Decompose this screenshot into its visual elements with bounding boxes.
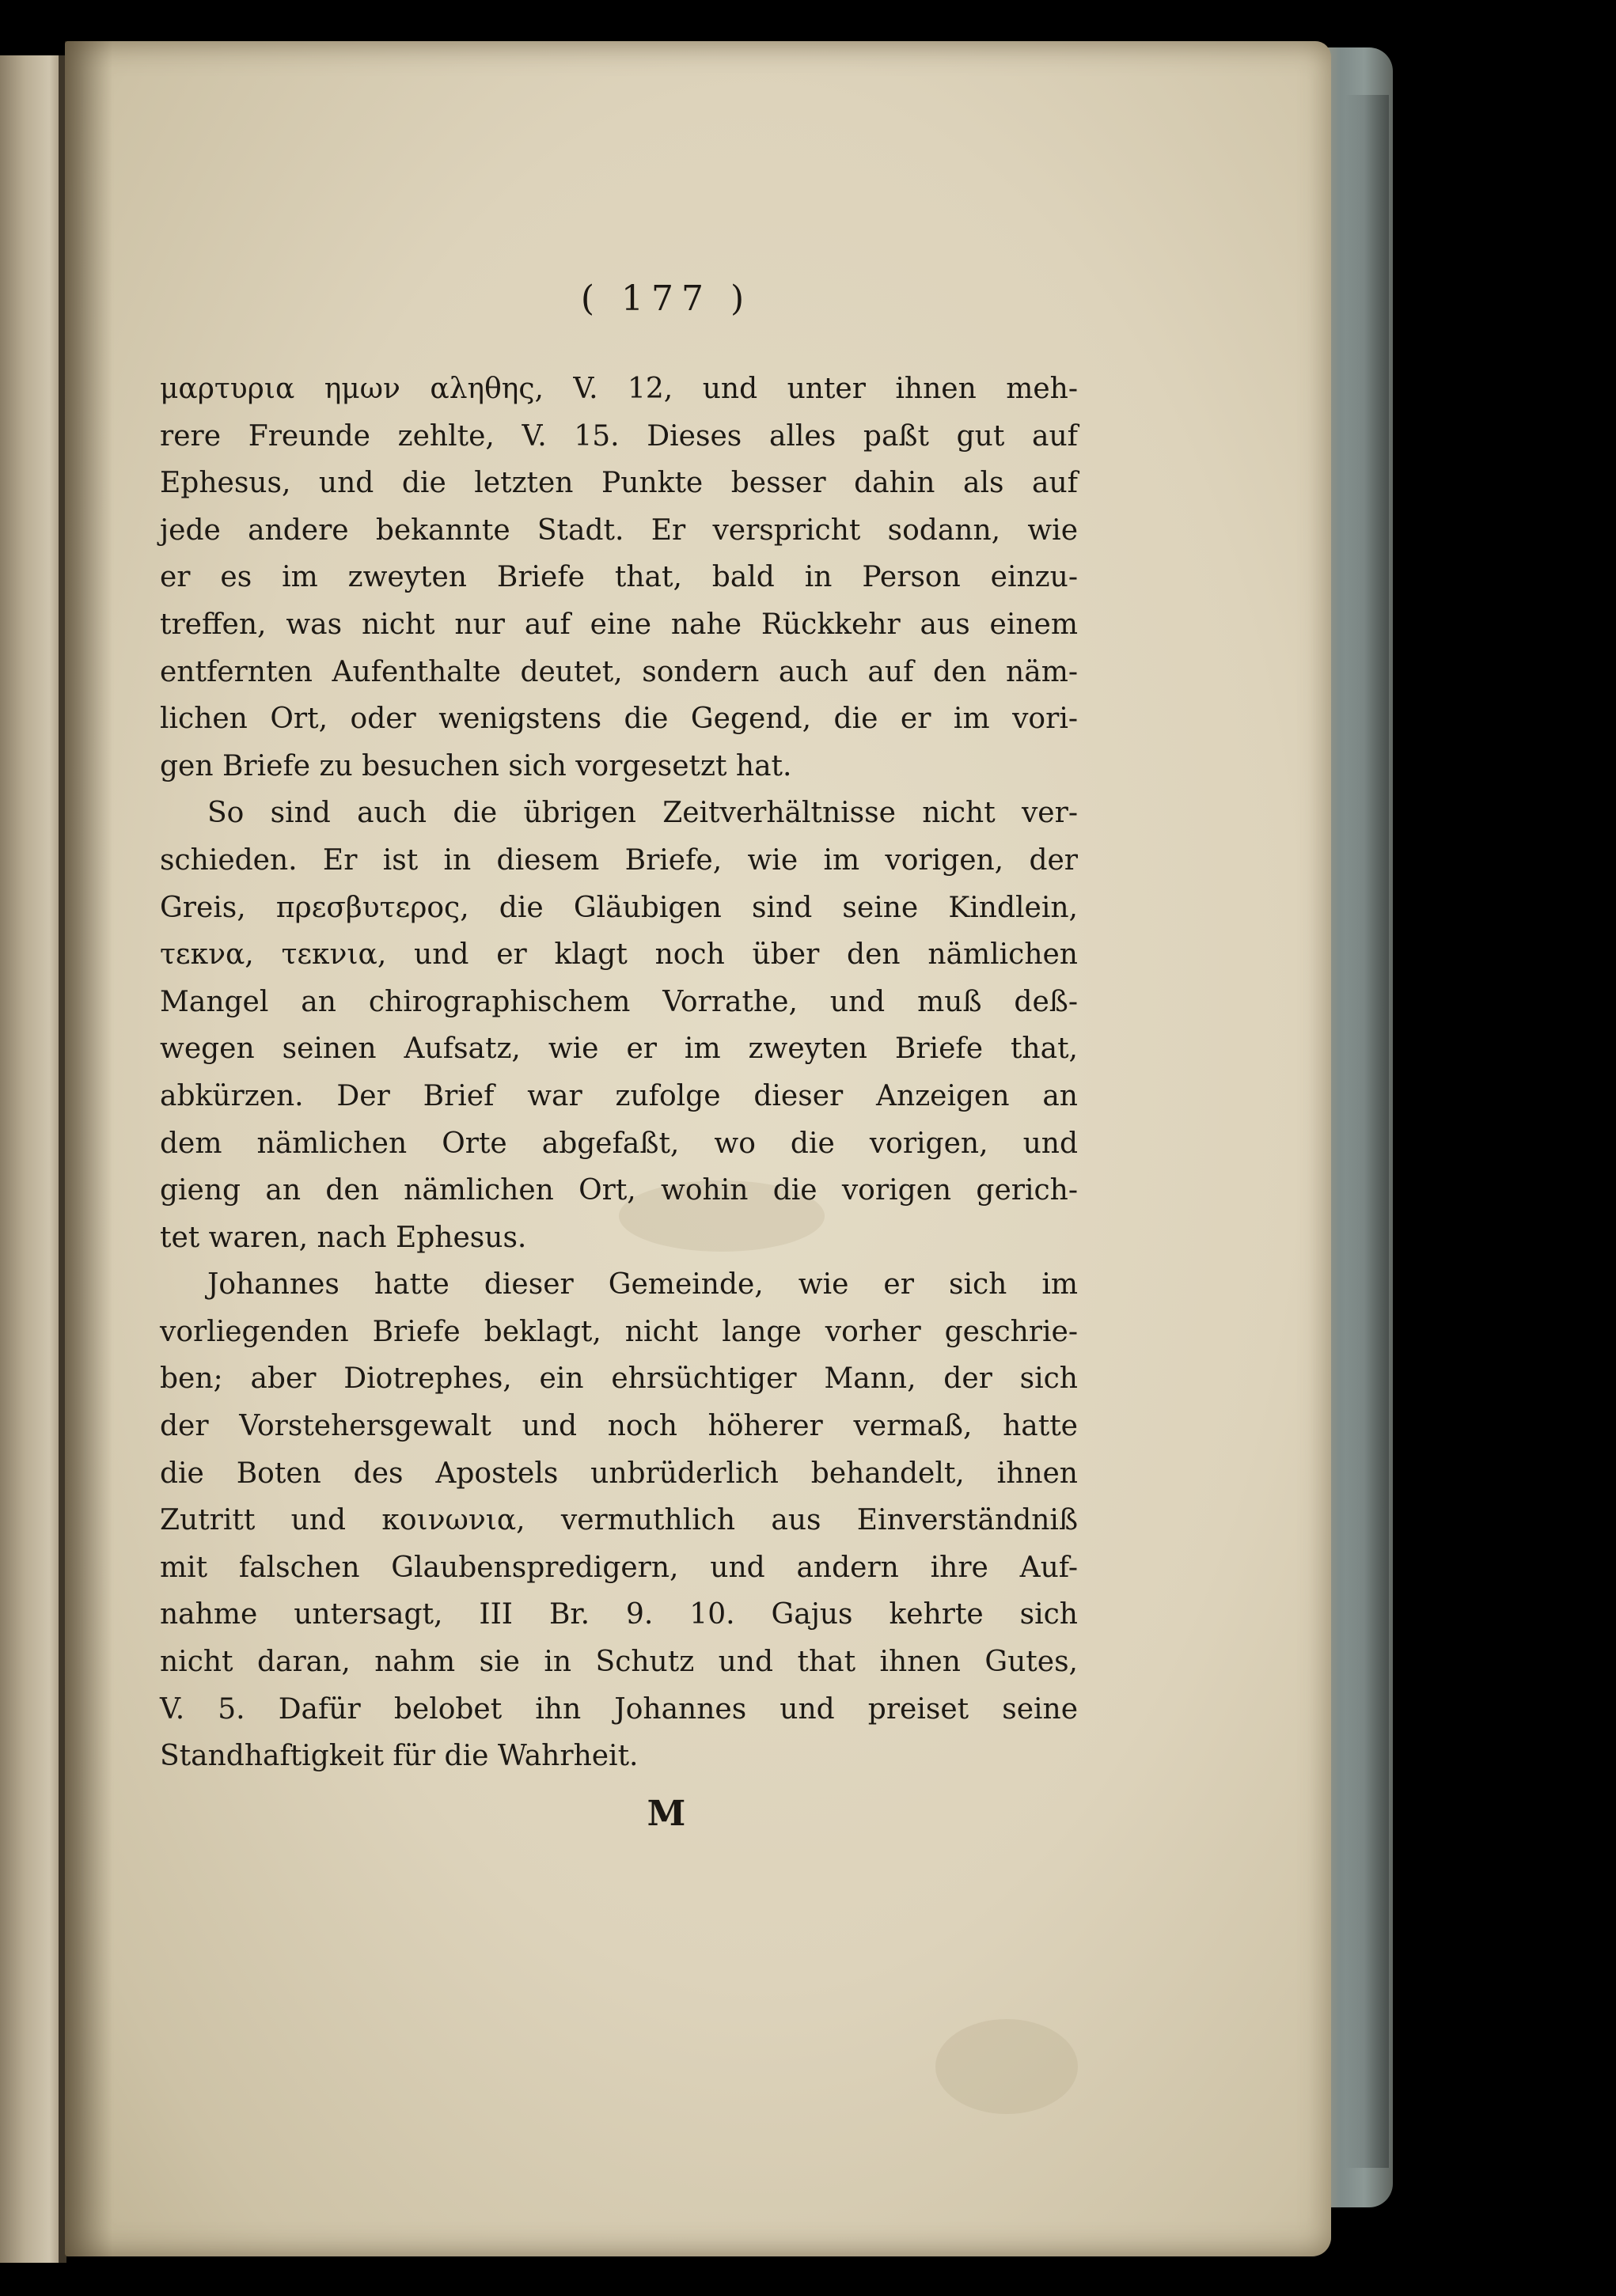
- text-line: gieng an den nämlichen Ort, wohin die vorigen gerich-: [160, 1174, 1078, 1207]
- book-page: [65, 41, 1331, 2256]
- text-line: er es im zweyten Briefe that, bald in Person einzu-: [160, 561, 1078, 594]
- text-line: nahme untersagt, III Br. 9. 10. Gajus kehrte sich: [160, 1598, 1078, 1631]
- text-line: Mangel an chirographischem Vorrathe, und muß deß-: [160, 985, 1078, 1018]
- text-line: der Vorstehersgewalt und noch höherer vermaß, hatte: [160, 1410, 1078, 1443]
- page-number: ( 177 ): [580, 278, 753, 319]
- text-line: abkürzen. Der Brief war zufolge dieser Anzeigen an: [160, 1079, 1078, 1112]
- text-line: nicht daran, nahm sie in Schutz und that ihnen Gutes,: [160, 1646, 1078, 1679]
- facing-page-edge: [0, 55, 62, 2263]
- text-line: τεκνα, τεκνια, und er klagt noch über den nämlichen: [160, 938, 1078, 972]
- page-gutter: [65, 41, 112, 2256]
- text-line: jede andere bekannte Stadt. Er verspricht sodann, wie: [160, 513, 1078, 547]
- text-line: tet waren, nach Ephesus.: [160, 1221, 527, 1254]
- text-line: Greis, πρεσβυτερος, die Gläubigen sind seine Kindlein,: [160, 891, 1078, 924]
- text-line: die Boten des Apostels unbrüderlich behandelt, ihnen: [160, 1457, 1078, 1490]
- page-body: [160, 366, 1078, 1780]
- text-line: dem nämlichen Orte abgefaßt, wo die vorigen, und: [160, 1127, 1078, 1160]
- text-line: lichen Ort, oder wenigstens die Gegend, die er im vori-: [160, 703, 1078, 736]
- book-edge-shadow: [1345, 95, 1389, 2168]
- text-line: rere Freunde zehlte, V. 15. Dieses alles paßt gut auf: [160, 419, 1078, 453]
- text-line: gen Briefe zu besuchen sich vorgesetzt hat.: [160, 749, 792, 782]
- text-line: ben; aber Diotrephes, ein ehrsüchtiger Mann, der sich: [160, 1362, 1078, 1396]
- text-line: entfernten Aufenthalte deutet, sondern auch auf den näm-: [160, 655, 1078, 688]
- catchword: M: [647, 1794, 686, 1834]
- text-line: μαρτυρια ημων αληθης, V. 12, und unter ihnen meh-: [160, 373, 1078, 405]
- text-line: vorliegenden Briefe beklagt, nicht lange vorher geschrie-: [160, 1315, 1078, 1348]
- text-line: Ephesus, und die letzten Punkte besser dahin als auf: [160, 467, 1078, 500]
- text-line: mit falschen Glaubenspredigern, und andern ihre Auf-: [160, 1551, 1078, 1584]
- text-line: V. 5. Dafür belobet ihn Johannes und preiset seine: [160, 1692, 1078, 1726]
- text-line: Zutritt und κοινωνια, vermuthlich aus Einverständniß: [160, 1504, 1078, 1537]
- paper-stain: [935, 2019, 1078, 2114]
- paragraph-start-line: So sind auch die übrigen Zeitverhältnisse nicht ver-: [207, 797, 1078, 830]
- text-line: treffen, was nicht nur auf eine nahe Rückkehr aus einem: [160, 608, 1078, 641]
- text-line: Standhaftigkeit für die Wahrheit.: [160, 1740, 639, 1773]
- text-line: wegen seinen Aufsatz, wie er im zweyten Briefe that,: [160, 1032, 1078, 1066]
- text-line: schieden. Er ist in diesem Briefe, wie im vorigen, der: [160, 843, 1078, 877]
- paragraph-start-line: Johannes hatte dieser Gemeinde, wie er sich im: [207, 1268, 1078, 1301]
